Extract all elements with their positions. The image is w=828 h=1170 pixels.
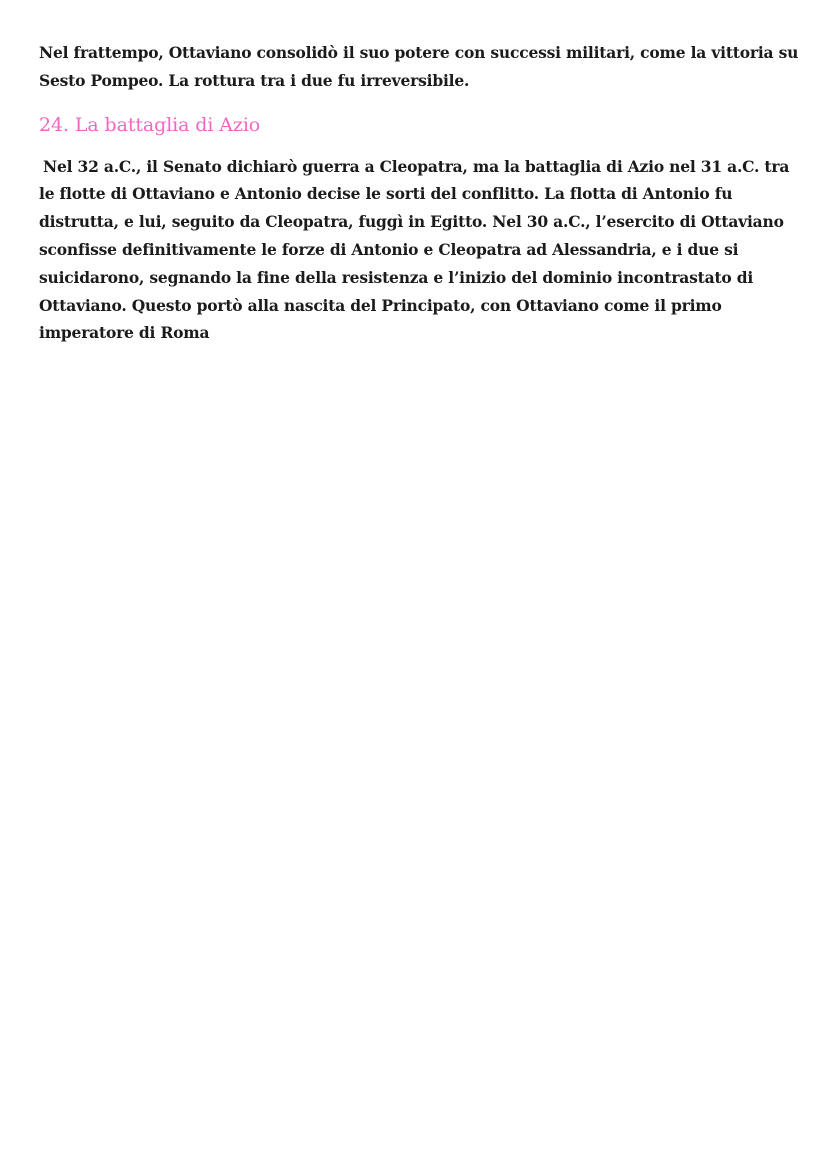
- section-body-text: Nel 32 a.C., il Senato dichiarò guerra a Cleopatra, ma la battaglia di Azio nel 31 a.C. tra le flotte di Ottaviano e Antonio decise le sorti del conflitto. La flotta di Antonio fu distrutta, e lui, seguito da Cleopatra, fuggì in Egitto. Nel 30 a.C., l’esercito di Ottaviano sconfisse definitivamente le forze di Antonio e Cleopatra ad Alessandria, e i due si suicidarono, segnando la fine della resistenza e l’inizio del dominio incontrastato di Ottaviano. Questo portò alla nascita del Principato, con Ottaviano come il primo imperatore di Roma: [39, 156, 790, 343]
- section-body-paragraph: [39, 153, 799, 348]
- intro-paragraph: Nel frattempo, Ottaviano consolidò il suo potere con successi militari, come la vittoria su Sesto Pompeo. La rottura tra i due fu irreversibile.: [39, 43, 799, 90]
- section-heading: 24. La battaglia di Azio: [39, 113, 261, 136]
- document-content: [39, 39, 799, 347]
